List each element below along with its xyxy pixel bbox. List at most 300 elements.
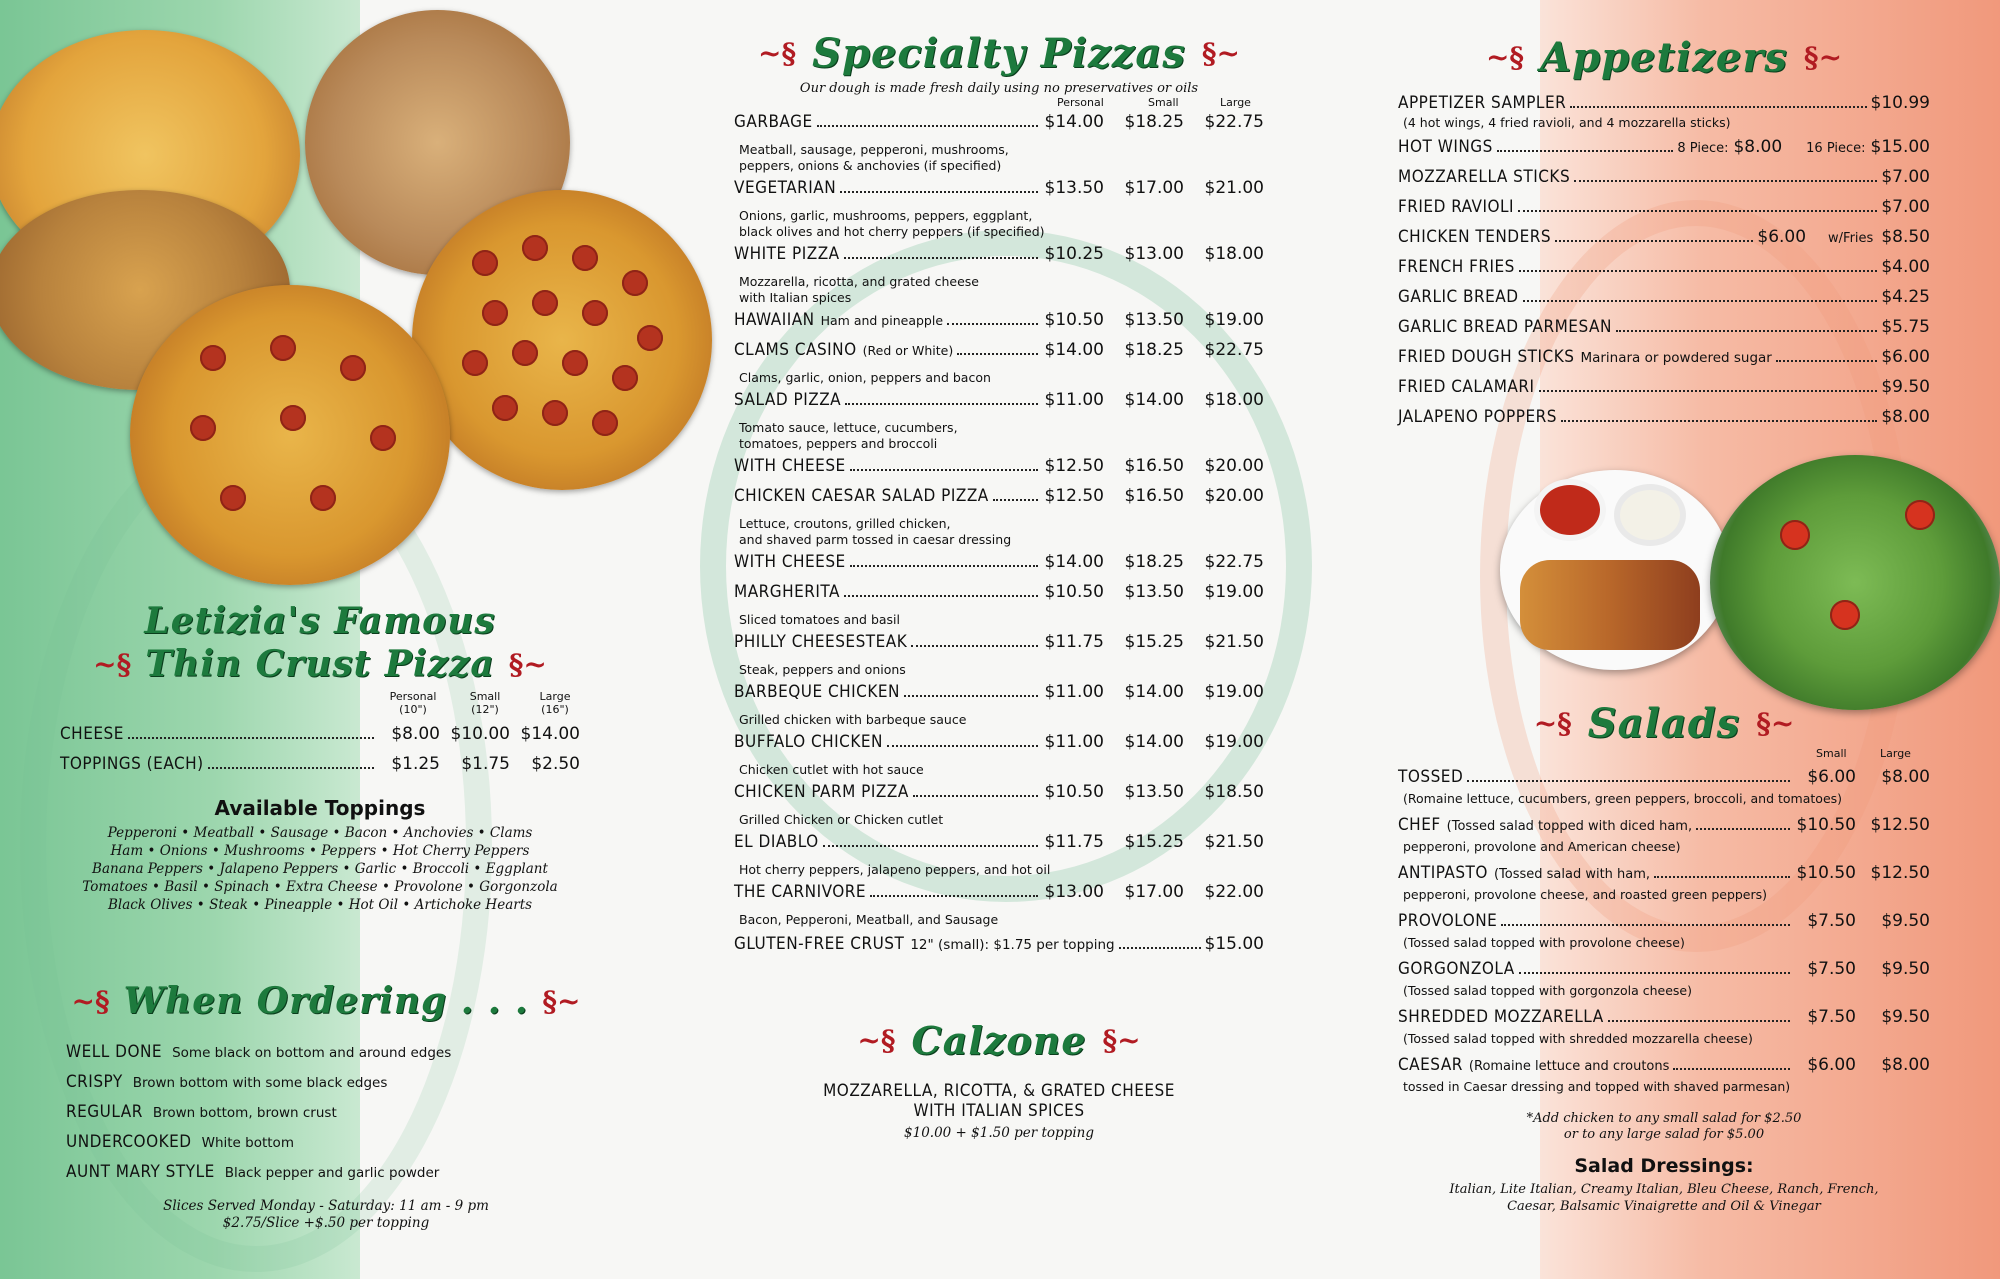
dot-leader [817, 125, 1038, 127]
toppings-line: Ham • Onions • Mushrooms • Peppers • Hot Cherry Peppers [110, 843, 530, 859]
flourish-left-icon: ~§ [1533, 707, 1572, 740]
item-name: PHILLY CHEESESTEAK [734, 632, 908, 652]
price-large: $18.50 [1204, 782, 1264, 802]
dot-leader [1654, 876, 1790, 878]
item-name: TOPPINGS (EACH) [60, 754, 204, 774]
appetizers-section [1398, 34, 1930, 437]
price-small: $18.25 [1124, 112, 1184, 132]
item-name: JALAPENO POPPERS [1398, 407, 1557, 427]
slices-info [66, 1198, 586, 1232]
dot-leader [1555, 240, 1753, 242]
dot-leader [1696, 828, 1790, 830]
specialty-row [734, 112, 1264, 142]
dot-leader [1673, 1068, 1790, 1070]
item-name: FRENCH FRIES [1398, 257, 1515, 277]
item-name: ANTIPASTO [1398, 863, 1488, 883]
item-name: FRIED RAVIOLI [1398, 197, 1515, 217]
price-large: $19.00 [1204, 732, 1264, 752]
price-personal: $11.00 [1044, 390, 1104, 410]
price-large: $22.75 [1204, 340, 1264, 360]
dot-leader [887, 745, 1038, 747]
dot-leader [957, 353, 1038, 355]
specialty-row [734, 682, 1264, 712]
size-header-small: Small [1816, 747, 1847, 760]
salad-list [1398, 767, 1930, 1103]
dressings-line1: Italian, Lite Italian, Creamy Italian, Bleu Cheese, Ranch, French, [1449, 1182, 1879, 1197]
specialty-row [734, 178, 1264, 208]
dot-leader [1497, 150, 1674, 152]
salad-row [1398, 767, 1930, 791]
calzone-section [734, 1018, 1264, 1141]
toppings-list [60, 824, 580, 914]
price-small: $6.00 [1807, 767, 1856, 787]
specialty-pizzas-section [734, 30, 1264, 964]
item-name: WHITE PIZZA [734, 244, 840, 264]
dot-leader [1561, 420, 1877, 422]
dot-leader [1574, 180, 1877, 182]
salad-row [1398, 1007, 1930, 1031]
specialty-subtitle: Our dough is made fresh daily using no preservatives or oils [799, 81, 1199, 96]
item-desc: Tomato sauce, lettuce, cucumbers, [739, 420, 958, 435]
price-large: $22.75 [1204, 552, 1264, 572]
thin-crust-row-cheese [60, 724, 580, 754]
appetizers-title: Appetizers [1540, 34, 1788, 81]
price-large: $14.00 [520, 724, 580, 744]
item-price: $7.00 [1881, 197, 1930, 217]
item-desc: (4 hot wings, 4 fried ravioli, and 4 mozzarella sticks) [1403, 115, 1731, 130]
item-desc: peppers, onions & anchovies (if specified) [739, 158, 1002, 173]
ordering-item-name: CRISPY [66, 1072, 123, 1092]
price-large: $22.00 [1204, 882, 1264, 902]
item-price: $6.00 [1881, 347, 1930, 367]
item-name: BUFFALO CHICKEN [734, 732, 883, 752]
ordering-item-desc: Brown bottom, brown crust [152, 1105, 337, 1121]
item-desc: tomatoes, peppers and broccoli [739, 436, 938, 451]
item-desc: (Tossed salad topped with gorgonzola cheese) [1403, 983, 1692, 998]
price-small: $14.00 [1124, 732, 1184, 752]
price-small: $14.00 [1124, 390, 1184, 410]
dot-leader [845, 403, 1038, 405]
item-desc: Grilled Chicken or Chicken cutlet [739, 812, 944, 827]
dot-leader [913, 795, 1038, 797]
item-desc: (Tossed salad topped with provolone cheese) [1403, 935, 1685, 950]
appetizer-row [1398, 197, 1930, 227]
chicken-addon [1398, 1111, 1930, 1143]
item-mid-price: $6.00 [1757, 227, 1807, 247]
specialty-row [734, 390, 1264, 420]
price-small: $15.25 [1124, 832, 1184, 852]
item-price: $9.50 [1881, 377, 1930, 397]
when-ordering-title: When Ordering . . . [123, 980, 529, 1022]
salad-row [1398, 911, 1930, 935]
dot-leader [844, 257, 1038, 259]
dot-leader [1519, 972, 1790, 974]
dot-leader [823, 845, 1038, 847]
specialty-row [734, 782, 1264, 812]
item-desc: Onions, garlic, mushrooms, peppers, eggplant, [739, 208, 1033, 223]
price-small: $13.50 [1124, 582, 1184, 602]
item-name: CHEF [1398, 815, 1441, 835]
item-name: TOSSED [1398, 767, 1464, 787]
item-name: CLAMS CASINO [734, 340, 857, 360]
size-header-small: Small [1148, 96, 1179, 109]
flourish-left-icon: ~§ [857, 1024, 896, 1057]
calzone-price: $10.00 + $1.50 per topping [904, 1125, 1094, 1141]
item-desc: pepperoni, provolone cheese, and roasted green peppers) [1403, 887, 1768, 902]
item-name: MOZZARELLA STICKS [1398, 167, 1571, 187]
size-header-large: Large [539, 690, 571, 703]
flourish-right-icon: §~ [542, 984, 581, 1018]
price-small: $17.00 [1124, 882, 1184, 902]
thin-crust-items [60, 724, 580, 784]
item-desc: Grilled chicken with barbeque sauce [739, 712, 967, 727]
chicken-addon-line1: *Add chicken to any small salad for $2.50 [1526, 1111, 1802, 1126]
item-name: APPETIZER SAMPLER [1398, 93, 1567, 113]
row-spacer [734, 928, 1264, 932]
flourish-right-icon: §~ [1102, 1024, 1141, 1057]
dot-leader [1776, 360, 1877, 362]
flourish-left-icon: ~§ [93, 647, 132, 681]
appetizer-row [1398, 257, 1930, 287]
item-note: Ham and pineapple [820, 313, 944, 328]
item-desc: Steak, peppers and onions [739, 662, 906, 677]
item-desc: Mozzarella, ricotta, and grated cheese [739, 274, 979, 289]
item-desc: Meatball, sausage, pepperoni, mushrooms, [739, 142, 1009, 157]
price-large: $18.00 [1204, 390, 1264, 410]
price-personal: $14.00 [1044, 112, 1104, 132]
salad-size-headers [1398, 747, 1930, 763]
price-personal: $10.50 [1044, 310, 1104, 330]
item-name: HOT WINGS [1398, 137, 1493, 157]
item-name: SALAD PIZZA [734, 390, 842, 410]
thin-crust-title-line1: Letizia's Famous [144, 600, 496, 642]
when-ordering-section [66, 980, 586, 1232]
item-name: SHREDDED MOZZARELLA [1398, 1007, 1604, 1027]
price-personal: $8.00 [391, 724, 440, 744]
dressings-line2: Caesar, Balsamic Vinaigrette and Oil & Vinegar [1507, 1199, 1821, 1214]
dot-leader [128, 737, 374, 739]
price-large: $18.00 [1204, 244, 1264, 264]
salad-row [1398, 1055, 1930, 1079]
price-small: $17.00 [1124, 178, 1184, 198]
item-desc: Lettuce, croutons, grilled chicken, [739, 516, 951, 531]
item-name: WITH CHEESE [734, 552, 846, 572]
item-name: GARLIC BREAD [1398, 287, 1519, 307]
appetizer-row [1398, 227, 1930, 257]
price-personal: $12.50 [1044, 456, 1104, 476]
specialty-row [734, 882, 1264, 912]
chicken-addon-line2: or to any large salad for $5.00 [1563, 1127, 1765, 1142]
dot-leader [1539, 390, 1878, 392]
item-note: (Tossed salad with ham, [1493, 867, 1651, 882]
price-personal: $12.50 [1044, 486, 1104, 506]
item-desc: tossed in Caesar dressing and topped with shaved parmesan) [1403, 1079, 1791, 1094]
item-name: CHEESE [60, 724, 124, 744]
item-name: HAWAIIAN [734, 310, 815, 330]
price-small: $16.50 [1124, 486, 1184, 506]
appetizer-row [1398, 377, 1930, 407]
price-small: $13.00 [1124, 244, 1184, 264]
price-personal: $11.00 [1044, 732, 1104, 752]
price-personal: $11.75 [1044, 832, 1104, 852]
price-large: $9.50 [1881, 959, 1930, 979]
gluten-free-note: 12" (small): $1.75 per topping [910, 937, 1115, 953]
price-large: $9.50 [1881, 911, 1930, 931]
price-large: $9.50 [1881, 1007, 1930, 1027]
price-large: $22.75 [1204, 112, 1264, 132]
ordering-item [66, 1162, 586, 1192]
slices-line1: Slices Served Monday - Saturday: 11 am - 9 pm [163, 1198, 489, 1214]
item-mid-price: $8.00 [1733, 137, 1783, 157]
item-price: $4.00 [1881, 257, 1930, 277]
size-header-large-inches: (16") [541, 703, 569, 716]
item-label: w/Fries [1828, 231, 1874, 246]
dot-leader [1518, 210, 1877, 212]
appetizer-row [1398, 407, 1930, 437]
dot-leader [1608, 1020, 1790, 1022]
dot-leader [850, 469, 1038, 471]
toppings-title: Available Toppings [214, 796, 426, 820]
dot-leader [911, 645, 1038, 647]
item-desc: black olives and hot cherry peppers (if specified) [739, 224, 1045, 239]
ordering-item-name: UNDERCOOKED [66, 1132, 192, 1152]
dot-leader [870, 895, 1038, 897]
supreme-pizza-image [130, 285, 450, 585]
item-name: CHICKEN CAESAR SALAD PIZZA [734, 486, 989, 506]
item-price: $8.50 [1881, 227, 1930, 247]
price-small: $10.50 [1796, 815, 1856, 835]
item-price: $7.00 [1881, 167, 1930, 187]
item-desc: Chicken cutlet with hot sauce [739, 762, 924, 777]
flourish-right-icon: §~ [1803, 41, 1843, 74]
appetizers-list [1398, 93, 1930, 437]
salad-row [1398, 863, 1930, 887]
specialty-row [734, 340, 1264, 370]
price-large: $8.00 [1881, 1055, 1930, 1075]
specialty-size-headers [734, 96, 1264, 112]
price-small: $15.25 [1124, 632, 1184, 652]
size-header-personal: Personal [1057, 96, 1104, 109]
ordering-item-name: WELL DONE [66, 1042, 163, 1062]
price-large: $21.00 [1204, 178, 1264, 198]
item-label: 16 Piece: [1806, 141, 1866, 156]
item-note: (Tossed salad topped with diced ham, [1446, 819, 1693, 834]
price-personal: $13.00 [1044, 882, 1104, 902]
size-header-large: Large [1220, 96, 1251, 109]
specialty-list [734, 112, 1264, 932]
item-name: GARLIC BREAD PARMESAN [1398, 317, 1612, 337]
item-price: $4.25 [1881, 287, 1930, 307]
salad-row [1398, 815, 1930, 839]
item-name: CHICKEN TENDERS [1398, 227, 1552, 247]
price-large: $21.50 [1204, 832, 1264, 852]
size-header-small-inches: (12") [471, 703, 499, 716]
size-header-large: Large [1880, 747, 1911, 760]
price-small: $10.50 [1796, 863, 1856, 883]
price-personal: $13.50 [1044, 178, 1104, 198]
dot-leader [947, 323, 1038, 325]
specialty-row [734, 486, 1264, 516]
thin-crust-size-headers [60, 690, 580, 720]
dot-leader [844, 595, 1038, 597]
ordering-item-desc: Black pepper and garlic powder [224, 1165, 440, 1181]
price-personal: $10.50 [1044, 782, 1104, 802]
item-name: VEGETARIAN [734, 178, 837, 198]
flourish-left-icon: ~§ [71, 984, 110, 1018]
toppings-line: Pepperoni • Meatball • Sausage • Bacon • Anchovies • Clams [107, 825, 533, 841]
price-personal: $10.25 [1044, 244, 1104, 264]
price-large: $19.00 [1204, 682, 1264, 702]
appetizer-row [1398, 167, 1930, 197]
ordering-item-desc: Some black on bottom and around edges [172, 1045, 452, 1061]
price-small: $1.75 [461, 754, 510, 774]
ordering-item [66, 1042, 586, 1072]
dot-leader [1119, 947, 1201, 949]
flourish-left-icon: ~§ [1485, 41, 1525, 74]
price-personal: $14.00 [1044, 340, 1104, 360]
toppings-line: Tomatoes • Basil • Spinach • Extra Cheese • Provolone • Gorgonzola [82, 879, 558, 895]
price-large: $19.00 [1204, 310, 1264, 330]
price-large: $8.00 [1881, 767, 1930, 787]
price-small: $7.50 [1807, 959, 1856, 979]
price-small: $16.50 [1124, 456, 1184, 476]
gluten-free-row [734, 934, 1264, 964]
item-name: PROVOLONE [1398, 911, 1498, 931]
dot-leader [208, 767, 374, 769]
price-large: $19.00 [1204, 582, 1264, 602]
price-small: $18.25 [1124, 340, 1184, 360]
appetizer-row [1398, 93, 1930, 115]
item-name: EL DIABLO [734, 832, 819, 852]
ordering-item-name: AUNT MARY STYLE [66, 1162, 215, 1182]
item-desc: with Italian spices [739, 290, 852, 305]
price-personal: $1.25 [391, 754, 440, 774]
item-note: (Red or White) [862, 343, 954, 358]
item-name: CAESAR [1398, 1055, 1463, 1075]
ordering-item [66, 1072, 586, 1102]
specialty-row [734, 244, 1264, 274]
flourish-right-icon: §~ [1756, 707, 1795, 740]
specialty-row [734, 582, 1264, 612]
salad-row [1398, 959, 1930, 983]
toppings-line: Black Olives • Steak • Pineapple • Hot Oil • Artichoke Hearts [107, 897, 533, 913]
item-desc: Bacon, Pepperoni, Meatball, and Sausage [739, 912, 999, 927]
specialty-title: Specialty Pizzas [812, 30, 1186, 77]
ordering-item-name: REGULAR [66, 1102, 143, 1122]
appetizer-row [1398, 287, 1930, 317]
price-personal: $10.50 [1044, 582, 1104, 602]
size-header-small: Small [469, 690, 501, 703]
toppings-line: Banana Peppers • Jalapeno Peppers • Garlic • Broccoli • Eggplant [92, 861, 548, 877]
slices-line2: $2.75/Slice +$.50 per topping [222, 1215, 430, 1231]
size-header-personal: Personal [389, 690, 437, 703]
flourish-right-icon: §~ [508, 647, 547, 681]
dot-leader [1467, 780, 1790, 782]
dot-leader [1570, 106, 1866, 108]
appetizer-row [1398, 347, 1930, 377]
thin-crust-section [60, 600, 580, 914]
price-large: $12.50 [1870, 863, 1930, 883]
specialty-row [734, 552, 1264, 582]
dot-leader [993, 499, 1038, 501]
thin-crust-row-toppings [60, 754, 580, 784]
thin-crust-title-line2: Thin Crust Pizza [145, 643, 495, 685]
price-small: $10.00 [450, 724, 510, 744]
dot-leader [1616, 330, 1877, 332]
price-personal: $11.75 [1044, 632, 1104, 652]
price-large: $20.00 [1204, 486, 1264, 506]
item-price: $5.75 [1881, 317, 1930, 337]
item-note: Marinara or powdered sugar [1580, 350, 1772, 366]
dressings-title: Salad Dressings: [1574, 1155, 1754, 1177]
item-name: BARBEQUE CHICKEN [734, 682, 900, 702]
item-name: CHICKEN PARM PIZZA [734, 782, 909, 802]
specialty-row [734, 732, 1264, 762]
item-desc: Hot cherry peppers, jalapeno peppers, and hot oil [739, 862, 1051, 877]
item-name: THE CARNIVORE [734, 882, 867, 902]
calzone-title: Calzone [911, 1018, 1087, 1063]
size-header-personal-inches: (10") [399, 703, 427, 716]
salads-section [1398, 700, 1930, 1215]
ordering-item [66, 1132, 586, 1162]
ordering-list [66, 1042, 586, 1192]
price-personal: $14.00 [1044, 552, 1104, 572]
price-large: $2.50 [531, 754, 580, 774]
dot-leader [904, 695, 1038, 697]
item-name: FRIED DOUGH STICKS [1398, 347, 1575, 367]
appetizer-row [1398, 317, 1930, 347]
item-name: FRIED CALAMARI [1398, 377, 1535, 397]
flourish-left-icon: ~§ [758, 37, 797, 70]
item-name: GORGONZOLA [1398, 959, 1515, 979]
price-small: $14.00 [1124, 682, 1184, 702]
dot-leader [850, 565, 1038, 567]
dot-leader [840, 191, 1038, 193]
specialty-row [734, 832, 1264, 862]
price-small: $6.00 [1807, 1055, 1856, 1075]
price-small: $7.50 [1807, 911, 1856, 931]
price-small: $13.50 [1124, 782, 1184, 802]
price-large: $12.50 [1870, 815, 1930, 835]
specialty-row [734, 456, 1264, 486]
item-desc: and shaved parm tossed in caesar dressing [739, 532, 1012, 547]
pepperoni-pizza-image [412, 190, 712, 490]
item-desc: (Romaine lettuce, cucumbers, green peppers, broccoli, and tomatoes) [1403, 791, 1843, 806]
item-name: MARGHERITA [734, 582, 840, 602]
dot-leader [1523, 300, 1878, 302]
dot-leader [1501, 924, 1790, 926]
item-price: $15.00 [1870, 137, 1930, 157]
appetizer-row [1398, 137, 1930, 167]
calzone-line2: WITH ITALIAN SPICES [913, 1101, 1085, 1121]
item-price: $8.00 [1881, 407, 1930, 427]
specialty-row [734, 632, 1264, 662]
item-desc: Clams, garlic, onion, peppers and bacon [739, 370, 991, 385]
price-personal: $11.00 [1044, 682, 1104, 702]
gluten-free-name: GLUTEN-FREE CRUST [734, 934, 905, 954]
item-label: 8 Piece: [1677, 141, 1729, 156]
ordering-item-desc: Brown bottom with some black edges [132, 1075, 388, 1091]
item-name: WITH CHEESE [734, 456, 846, 476]
price-large: $20.00 [1204, 456, 1264, 476]
price-large: $21.50 [1204, 632, 1264, 652]
ordering-item [66, 1102, 586, 1132]
specialty-row [734, 310, 1264, 340]
calzone-line1: MOZZARELLA, RICOTTA, & GRATED CHEESE [823, 1081, 1175, 1101]
item-name: GARBAGE [734, 112, 813, 132]
gluten-free-price: $15.00 [1204, 934, 1264, 954]
flourish-right-icon: §~ [1201, 37, 1240, 70]
